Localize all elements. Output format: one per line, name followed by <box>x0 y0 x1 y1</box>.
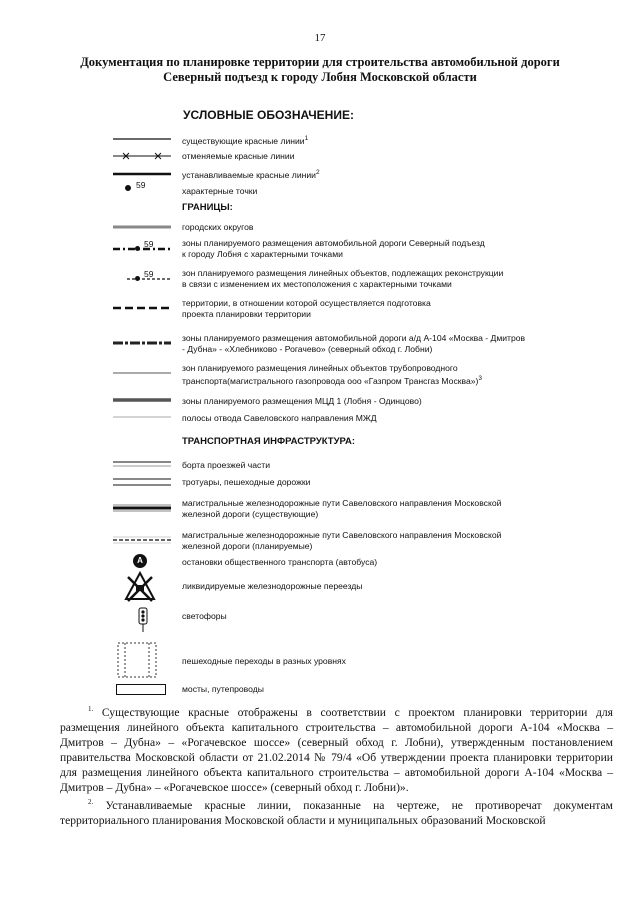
bold-gray-line-symbol <box>113 397 171 403</box>
title-line-1: Документация по планировке территории для строительства автомобильной дороги <box>80 55 560 69</box>
document-title <box>60 55 580 85</box>
dot-icon <box>125 185 131 191</box>
double-line-symbol <box>113 477 171 487</box>
thick-line-symbol <box>113 170 171 176</box>
legend-text: зоны планируемого размещения МЦД 1 (Лобня - Одинцово) <box>182 396 422 406</box>
legend-text: зон планируемого размещения линейных объектов трубопроводного транспорта(магистрального газопровода ооо «Газпром Трансгаз Москва»)$^3$ <box>182 363 483 386</box>
legend-text: магистральные железнодорожные пути Савеловского направления Московской железной дороги (существующие) <box>182 498 502 519</box>
legend-text: полосы отвода Савеловского направления МЖД <box>182 413 377 423</box>
crossed-line-symbol <box>113 151 171 161</box>
pedestrian-crossing-icon <box>115 640 159 680</box>
legend-text: ликвидируемые железнодорожные переезды <box>182 581 363 591</box>
legend-text: устанавливаемые красные линии$^2$ <box>182 169 320 180</box>
footnote-1: $^{1.}$ Существующие красные отображены в соответствии с проектом планировки территории для размещения линейного объекта капитального строительства – автомобильной дороги А-104 «Москва – Дмитров – Дубна» – «Рогачевское шоссе» (северный обход г. Лобни), утвержденным постановлением правительства Московской области от 21.02.2014 № 79/4 «Об утверждении проекта планировки территории для размещения линейного объекта капитального строительства – автомобильной дороги А-104 «Москва – Дмитров – Дубна» – «Рогачевское шоссе» (северный обход г. Лобни)». <box>60 705 613 794</box>
point-number: 59 <box>144 239 154 249</box>
transport-heading: ТРАНСПОРТНАЯ ИНФРАСТРУКТУРА: <box>182 436 356 447</box>
legend-text: существующие красные линии$^1$ <box>182 135 309 146</box>
title-line-2: Северный подъезд к городу Лобня Московской области <box>163 70 477 84</box>
dot-icon <box>135 276 140 281</box>
legend-text: остановки общественного транспорта (автобуса) <box>182 557 378 567</box>
dashed-line-symbol <box>113 305 171 311</box>
faint-line-symbol <box>113 414 171 420</box>
legend-text: зоны планируемого размещения автомобильной дороги Северный подъезд к городу Лобня с характерными точками <box>182 238 485 259</box>
point-number: 59 <box>136 180 146 190</box>
bridge-icon <box>116 684 166 695</box>
thin-line-symbol <box>113 370 171 376</box>
footnotes <box>60 702 613 828</box>
legend-text: пешеходные переходы в разных уровнях <box>182 656 346 666</box>
double-line-symbol <box>113 460 171 468</box>
rail-track-symbol <box>113 504 171 512</box>
crossing-removed-icon <box>124 571 156 603</box>
legend-text: зоны планируемого размещения автомобильной дороги а/д А-104 «Москва - Дмитров - Дубна» - «Хлебниково - Рогачево» (северный обход г. Лобни) <box>182 333 526 354</box>
dotted-line-symbol <box>113 276 171 282</box>
legend-text: характерные точки <box>182 186 258 196</box>
solid-line-symbol <box>113 136 171 142</box>
legend-text: зон планируемого размещения линейных объектов, подлежащих реконструкции в связи с изменением их местоположения с характерными точками <box>182 268 504 289</box>
legend-text: борта проезжей части <box>182 460 271 470</box>
legend-title: УСЛОВНЫЕ ОБОЗНАЧЕНИЕ: <box>183 108 354 122</box>
dot-icon <box>135 246 140 251</box>
bus-stop-icon: А <box>133 554 147 568</box>
page-number: 17 <box>314 32 326 44</box>
legend-text: территории, в отношении которой осуществляется подготовка проекта планировки территории <box>182 298 431 319</box>
footnote-2: $^{2.}$ Устанавливаемые красные линии, показанные на чертеже, не противоречат документам территориального планирования Московской области и муниципальных образований Московской <box>60 797 613 827</box>
dash-dot-line-symbol <box>113 246 171 252</box>
point-number: 59 <box>144 269 154 279</box>
traffic-light-icon <box>136 607 150 633</box>
legend-text: светофоры <box>182 611 227 621</box>
dash-line-symbol <box>113 340 171 346</box>
borders-heading: ГРАНИЦЫ: <box>182 202 233 213</box>
rail-planned-symbol <box>113 536 171 544</box>
legend-text: мосты, путепроводы <box>182 684 264 694</box>
legend-text: магистральные железнодорожные пути Савеловского направления Московской железной дороги (планируемые) <box>182 530 502 551</box>
gray-line-symbol <box>113 224 171 230</box>
legend-text: отменяемые красные линии <box>182 151 295 161</box>
legend-text: городских округов <box>182 222 254 232</box>
legend-text: тротуары, пешеходные дорожки <box>182 477 311 487</box>
